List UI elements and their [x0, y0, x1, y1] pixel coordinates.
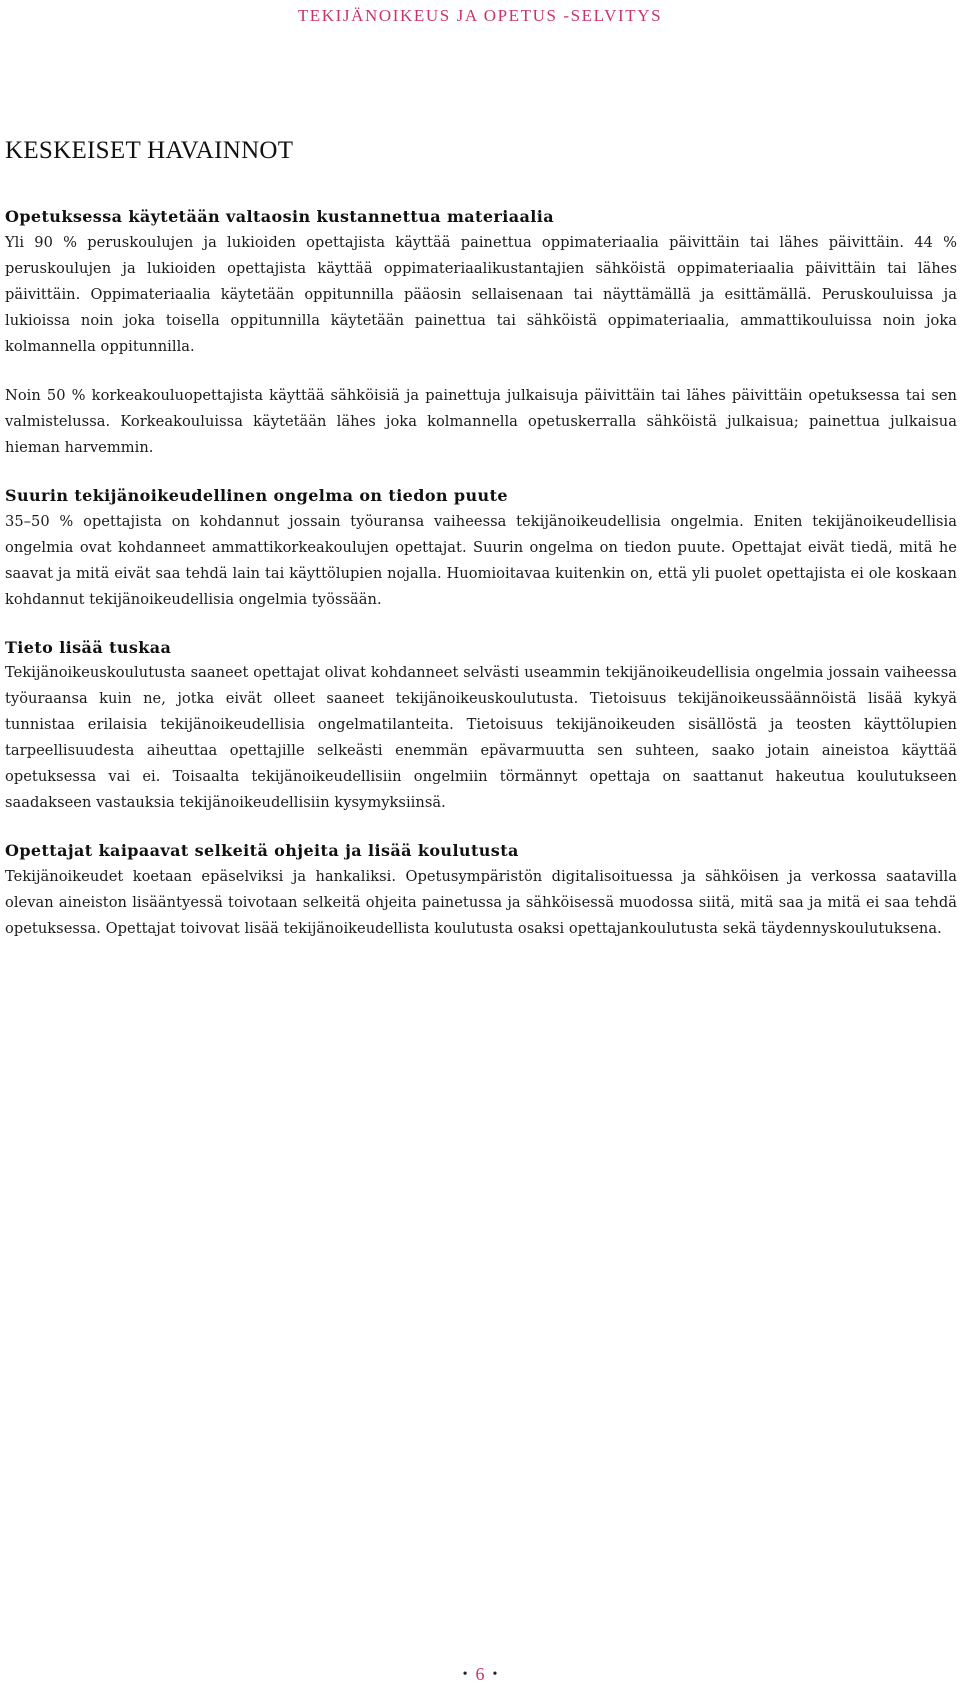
page-number: 6 [475, 1664, 485, 1684]
paragraph: Tekijänoikeudet koetaan epäselviksi ja hankaliksi. Opetusympäristön digitalisoituessa ja sähköisen ja verkossa saatavilla olevan aineiston lisääntyessä toivotaan selkeitä ohjeita painetussa ja sähköisessä muodossa siitä, mitä saa ja mitä ei saa tehdä opetuksessa. Opettajat toivovat lisää tekijänoikeudellista koulutusta osaksi opettajankoulutusta sekä täydennyskoulutuksena. [5, 868, 957, 938]
section-heading: Opettajat kaipaavat selkeitä ohjeita ja lisää koulutusta [5, 841, 519, 861]
paragraph: Yli 90 % peruskoulujen ja lukioiden opettajista käyttää painettua oppimateriaalia päivittäin tai lähes päivittäin. 44 % peruskoulujen ja lukioiden opettajista käyttää oppimateriaalikustantajien sähköistä oppimateriaalia päivittäin tai lähes päivittäin. Oppimateriaalia käytetään oppitunnilla pääosin sellaisenaan tai näyttämällä ja esittämällä. Peruskouluissa ja lukioissa noin joka toisella oppitunnilla käytetään painettua tai sähköistä oppimateriaalia, ammattikouluissa noin joka kolmannella oppitunnilla. [5, 233, 957, 355]
page-title: KESKEISET HAVAINNOT [5, 137, 294, 164]
section-heading: Opetuksessa käytetään valtaosin kustannettua materiaalia [5, 207, 554, 226]
page-footer [0, 1664, 960, 1685]
section-problems [5, 484, 957, 613]
document-body [5, 136, 957, 965]
bullet-separator-icon: • [492, 1667, 498, 1682]
section-guidance [5, 839, 957, 942]
section-heading: Suurin tekijänoikeudellinen ongelma on tiedon puute [5, 485, 508, 505]
section-heading: Tieto lisää tuskaa [5, 637, 172, 657]
running-header: TEKIJÄNOIKEUS JA OPETUS -SELVITYS [297, 6, 663, 25]
paragraph: Tekijänoikeuskoulutusta saaneet opettajat olivat kohdanneet selvästi useammin tekijänoikeudellisia ongelmia jossain vaiheessa työuraansa kuin ne, jotka eivät olleet saaneet tekijänoikeuskoulutusta. Tietoisuus tekijänoikeussäännöistä lisää kykyä tunnistaa erilaisia tekijänoikeudellisia ongelmatilanteita. Tietoisuus tekijänoikeuden sisällöstä ja teosten käyttölupien tarpeellisuudesta aiheuttaa opettajille selkeästi enemmän epävarmuutta sen suhteen, saako jotain aineistoa käyttää opetuksessa vai ei. Toisaalta tekijänoikeudellisiin ongelmiin törmännyt opettaja on saattanut hakeutua koulutukseen saadakseen vastauksia tekijänoikeudellisiin kysymyksiinsä. [5, 664, 957, 812]
paragraph: 35–50 % opettajista on kohdannut jossain työuransa vaiheessa tekijänoikeudellisia ongelmia. Eniten tekijänoikeudellisia ongelmia ovat kohdanneet ammattikorkeakoulujen opettajat. Suurin ongelma on tiedon puute. Opettajat eivät tiedä, mitä he saavat ja mitä eivät saa tehdä lain tai käyttölupien nojalla. Huomioitavaa kuitenkin on, että yli puolet opettajista ei ole koskaan kohdannut tekijänoikeudellisia ongelmia työssään. [5, 512, 957, 608]
section-material [5, 205, 957, 461]
bullet-separator-icon: • [462, 1667, 468, 1682]
paragraph: Noin 50 % korkeakouluopettajista käyttää sähköisiä ja painettuja julkaisuja päivittäin tai lähes päivittäin opetuksessa tai sen valmistelussa. Korkeakouluissa käytetään lähes joka kolmannella opetuskerralla sähköistä julkaisua; painettua julkaisua hieman harvemmin. [5, 386, 957, 456]
section-knowledge [5, 636, 957, 817]
